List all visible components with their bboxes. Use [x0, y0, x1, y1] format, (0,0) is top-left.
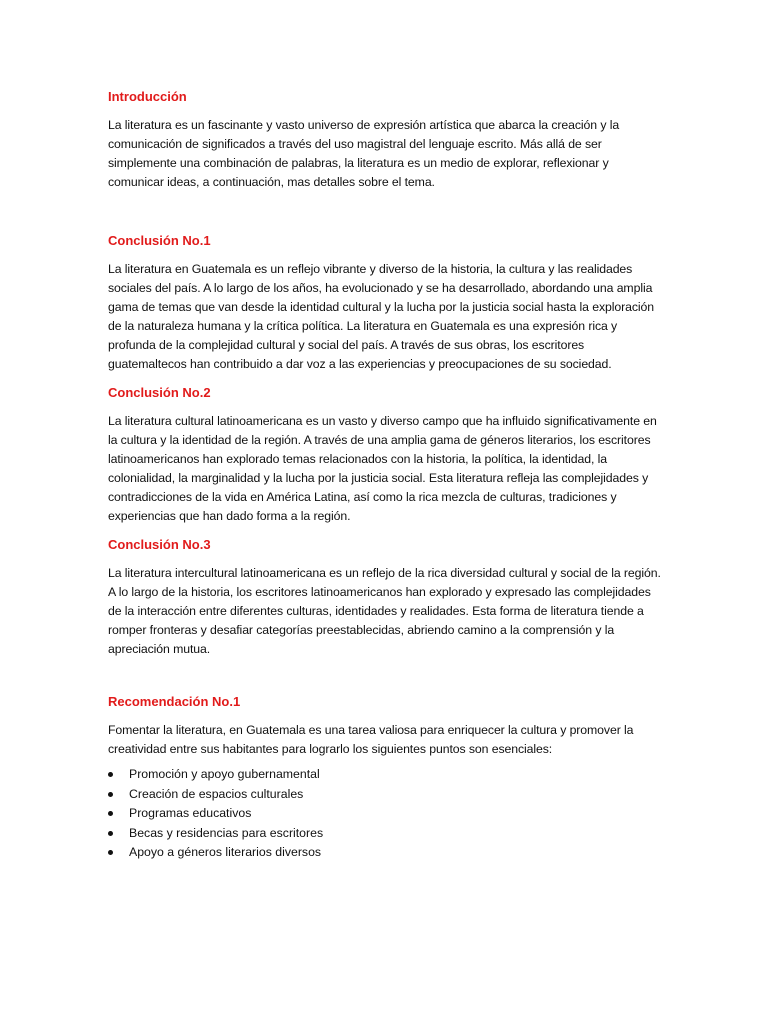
section-text-conclusion-3: La literatura intercultural latinoamericana es un reflejo de la rica diversidad cultural y social de la región. A lo largo de la historia, los escritores latinoamericanos han explorado y expresado las complejidades de la interacción entre diferentes culturas, identidades y realidades. Esta forma de literatura tiende a romper fronteras y desafiar categorías preestablecidas, abriendo camino a la comprensión y la apreciación mutua.: [108, 566, 661, 656]
list-item: [108, 824, 664, 844]
bullet-icon: [108, 792, 113, 797]
section-text-conclusion-1: La literatura en Guatemala es un reflejo vibrante y diverso de la historia, la cultura y las realidades sociales del país. A lo largo de los años, ha evolucionado y se ha desarrollado, abordando una amplia gama de temas que van desde la identidad cultural y la lucha por la justicia social hasta la exploración de la naturaleza humana y la crítica política. La literatura en Guatemala es una expresión rica y profunda de la complejidad cultural y social del país. A través de sus obras, los escritores guatemaltecos han contribuido a dar voz a las experiencias y preocupaciones de su sociedad.: [108, 262, 655, 371]
list-item: [108, 785, 664, 805]
list-item: [108, 804, 664, 824]
bullet-icon: [108, 831, 113, 836]
list-item: [108, 843, 664, 863]
section-heading-introduccion: Introducción: [108, 89, 187, 104]
list-item-text: Programas educativos: [129, 806, 252, 821]
section-text-introduccion: La literatura es un fascinante y vasto universo de expresión artística que abarca la creación y la comunicación de significados a través del uso magistral del lenguaje escrito. Más allá de ser simplemente una combinación de palabras, la literatura es un medio de explorar, reflexionar y comunicar ideas, a continuación, mas detalles sobre el tema.: [108, 118, 620, 189]
section-text-recomendacion-1: Fomentar la literatura, en Guatemala es una tarea valiosa para enriquecer la cultura y promover la creatividad entre sus habitantes para lograrlo los siguientes puntos son esenciales:: [108, 723, 634, 756]
document-page: [108, 88, 664, 863]
bullet-icon: [108, 811, 113, 816]
list-item-text: Creación de espacios culturales: [129, 786, 304, 801]
list-item: [108, 765, 664, 785]
section-heading-conclusion-3: Conclusión No.3: [108, 537, 211, 552]
section-heading-conclusion-1: Conclusión No.1: [108, 233, 211, 248]
bullet-icon: [108, 772, 113, 777]
list-item-text: Promoción y apoyo gubernamental: [129, 767, 320, 781]
list-item-text: Apoyo a géneros literarios diversos: [129, 845, 322, 860]
bullet-icon: [108, 850, 113, 855]
recommendation-list: [108, 765, 664, 863]
list-item-text: Becas y residencias para escritores: [129, 825, 324, 840]
section-heading-recomendacion-1: Recomendación No.1: [108, 694, 241, 709]
section-heading-conclusion-2: Conclusión No.2: [108, 385, 211, 400]
section-text-conclusion-2: La literatura cultural latinoamericana es un vasto y diverso campo que ha influido significativamente en la cultura y la identidad de la región. A través de una amplia gama de géneros literarios, los escritores latinoamericanos han explorado temas relacionados con la historia, la política, la identidad, la colonialidad, la marginalidad y la lucha por la justicia social. Esta literatura refleja las complejidades y contradicciones de la vida en América Latina, así como la rica mezcla de culturas, tradiciones y experiencias que han dado forma a la región.: [108, 414, 657, 523]
